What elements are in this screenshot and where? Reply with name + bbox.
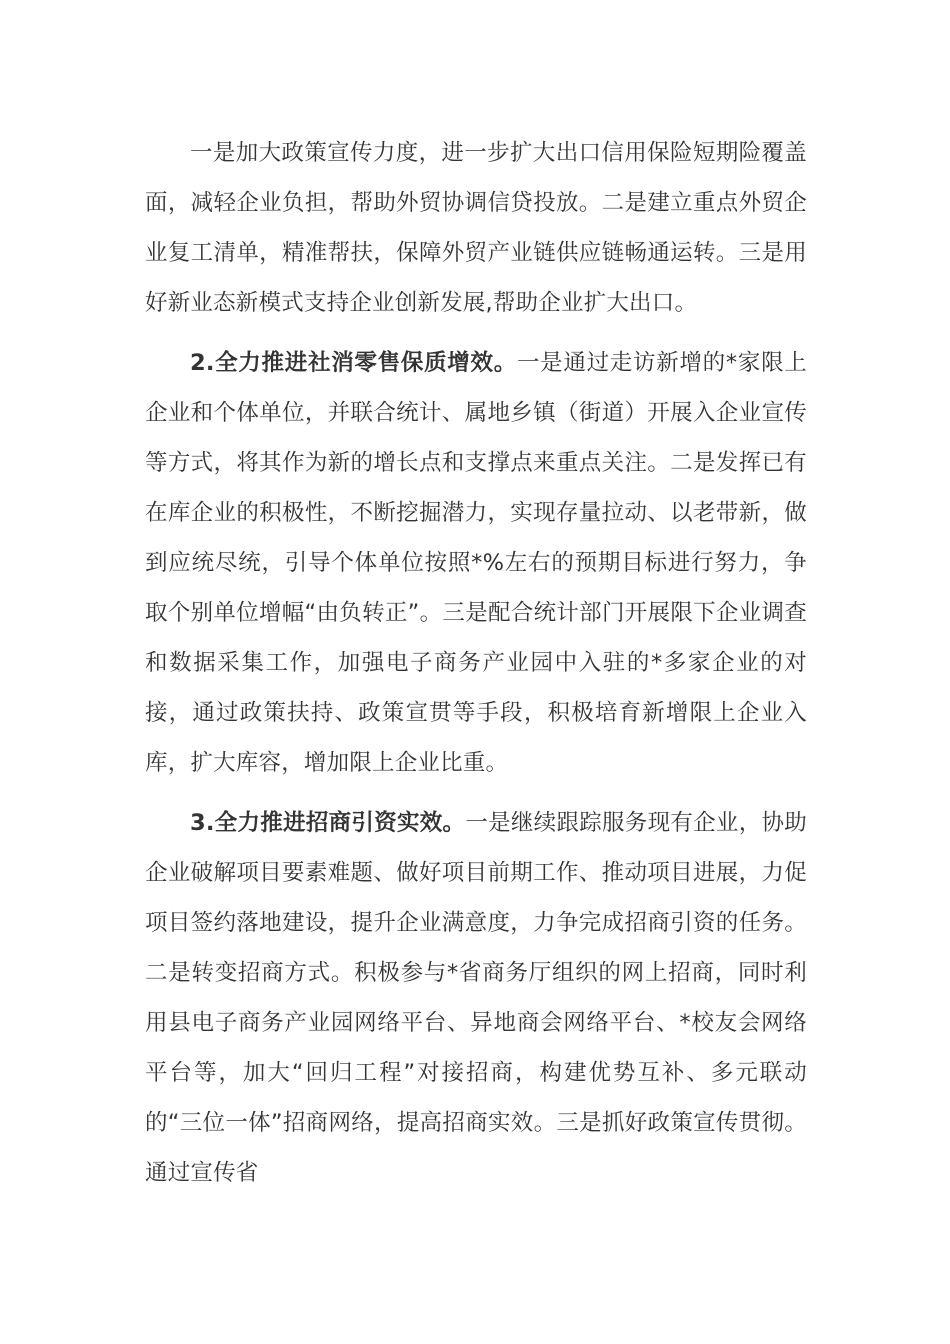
paragraph-retail-sales [145,338,807,788]
paragraph-body: 一是继续跟踪服务现有企业，协助企业破解项目要素难题、做好项目前期工作、推动项目进展，力促项目签约落地建设，提升企业满意度，力争完成招商引资的任务。二是转变招商方式。积极参与*省商务厅组织的网上招商，同时利用县电子商务产业园网络平台、异地商会网络平台、*校友会网络平台等，加大“回归工程”对接招商，构建优势互补、多元联动的“三位一体”招商网络，提高招商实效。三是抓好政策宣传贯彻。通过宣传省 [145,810,807,1186]
paragraph-body: 一是通过走访新增的*家限上企业和个体单位，并联合统计、属地乡镇（街道）开展入企业宣传等方式，将其作为新的增长点和支撑点来重点关注。二是发挥已有在库企业的积极性，不断挖掘潜力，实现存量拉动、以老带新，做到应统尽统，引导个体单位按照*%左右的预期目标进行努力，争取个别单位增幅“由负转正”。三是配合统计部门开展限下企业调查和数据采集工作，加强电子商务产业园中入驻的*多家企业的对接，通过政策扶持、政策宣贯等手段，积极培育新增限上企业入库，扩大库容，增加限上企业比重。 [145,350,807,776]
paragraph-investment-attraction [145,798,807,1198]
paragraph-body: 一是加大政策宣传力度，进一步扩大出口信用保险短期险覆盖面，减轻企业负担，帮助外贸协调信贷投放。二是建立重点外贸企业复工清单，精准帮扶，保障外贸产业链供应链畅通运转。三是用好新业态新模式支持企业创新发展,帮助企业扩大出口。 [145,140,807,316]
paragraph-foreign-trade [145,128,807,328]
document-body [145,128,807,1208]
paragraph-heading: 2.全力推进社消零售保质增效。 [190,350,517,376]
paragraph-heading: 3.全力推进招商引资实效。 [190,810,466,836]
